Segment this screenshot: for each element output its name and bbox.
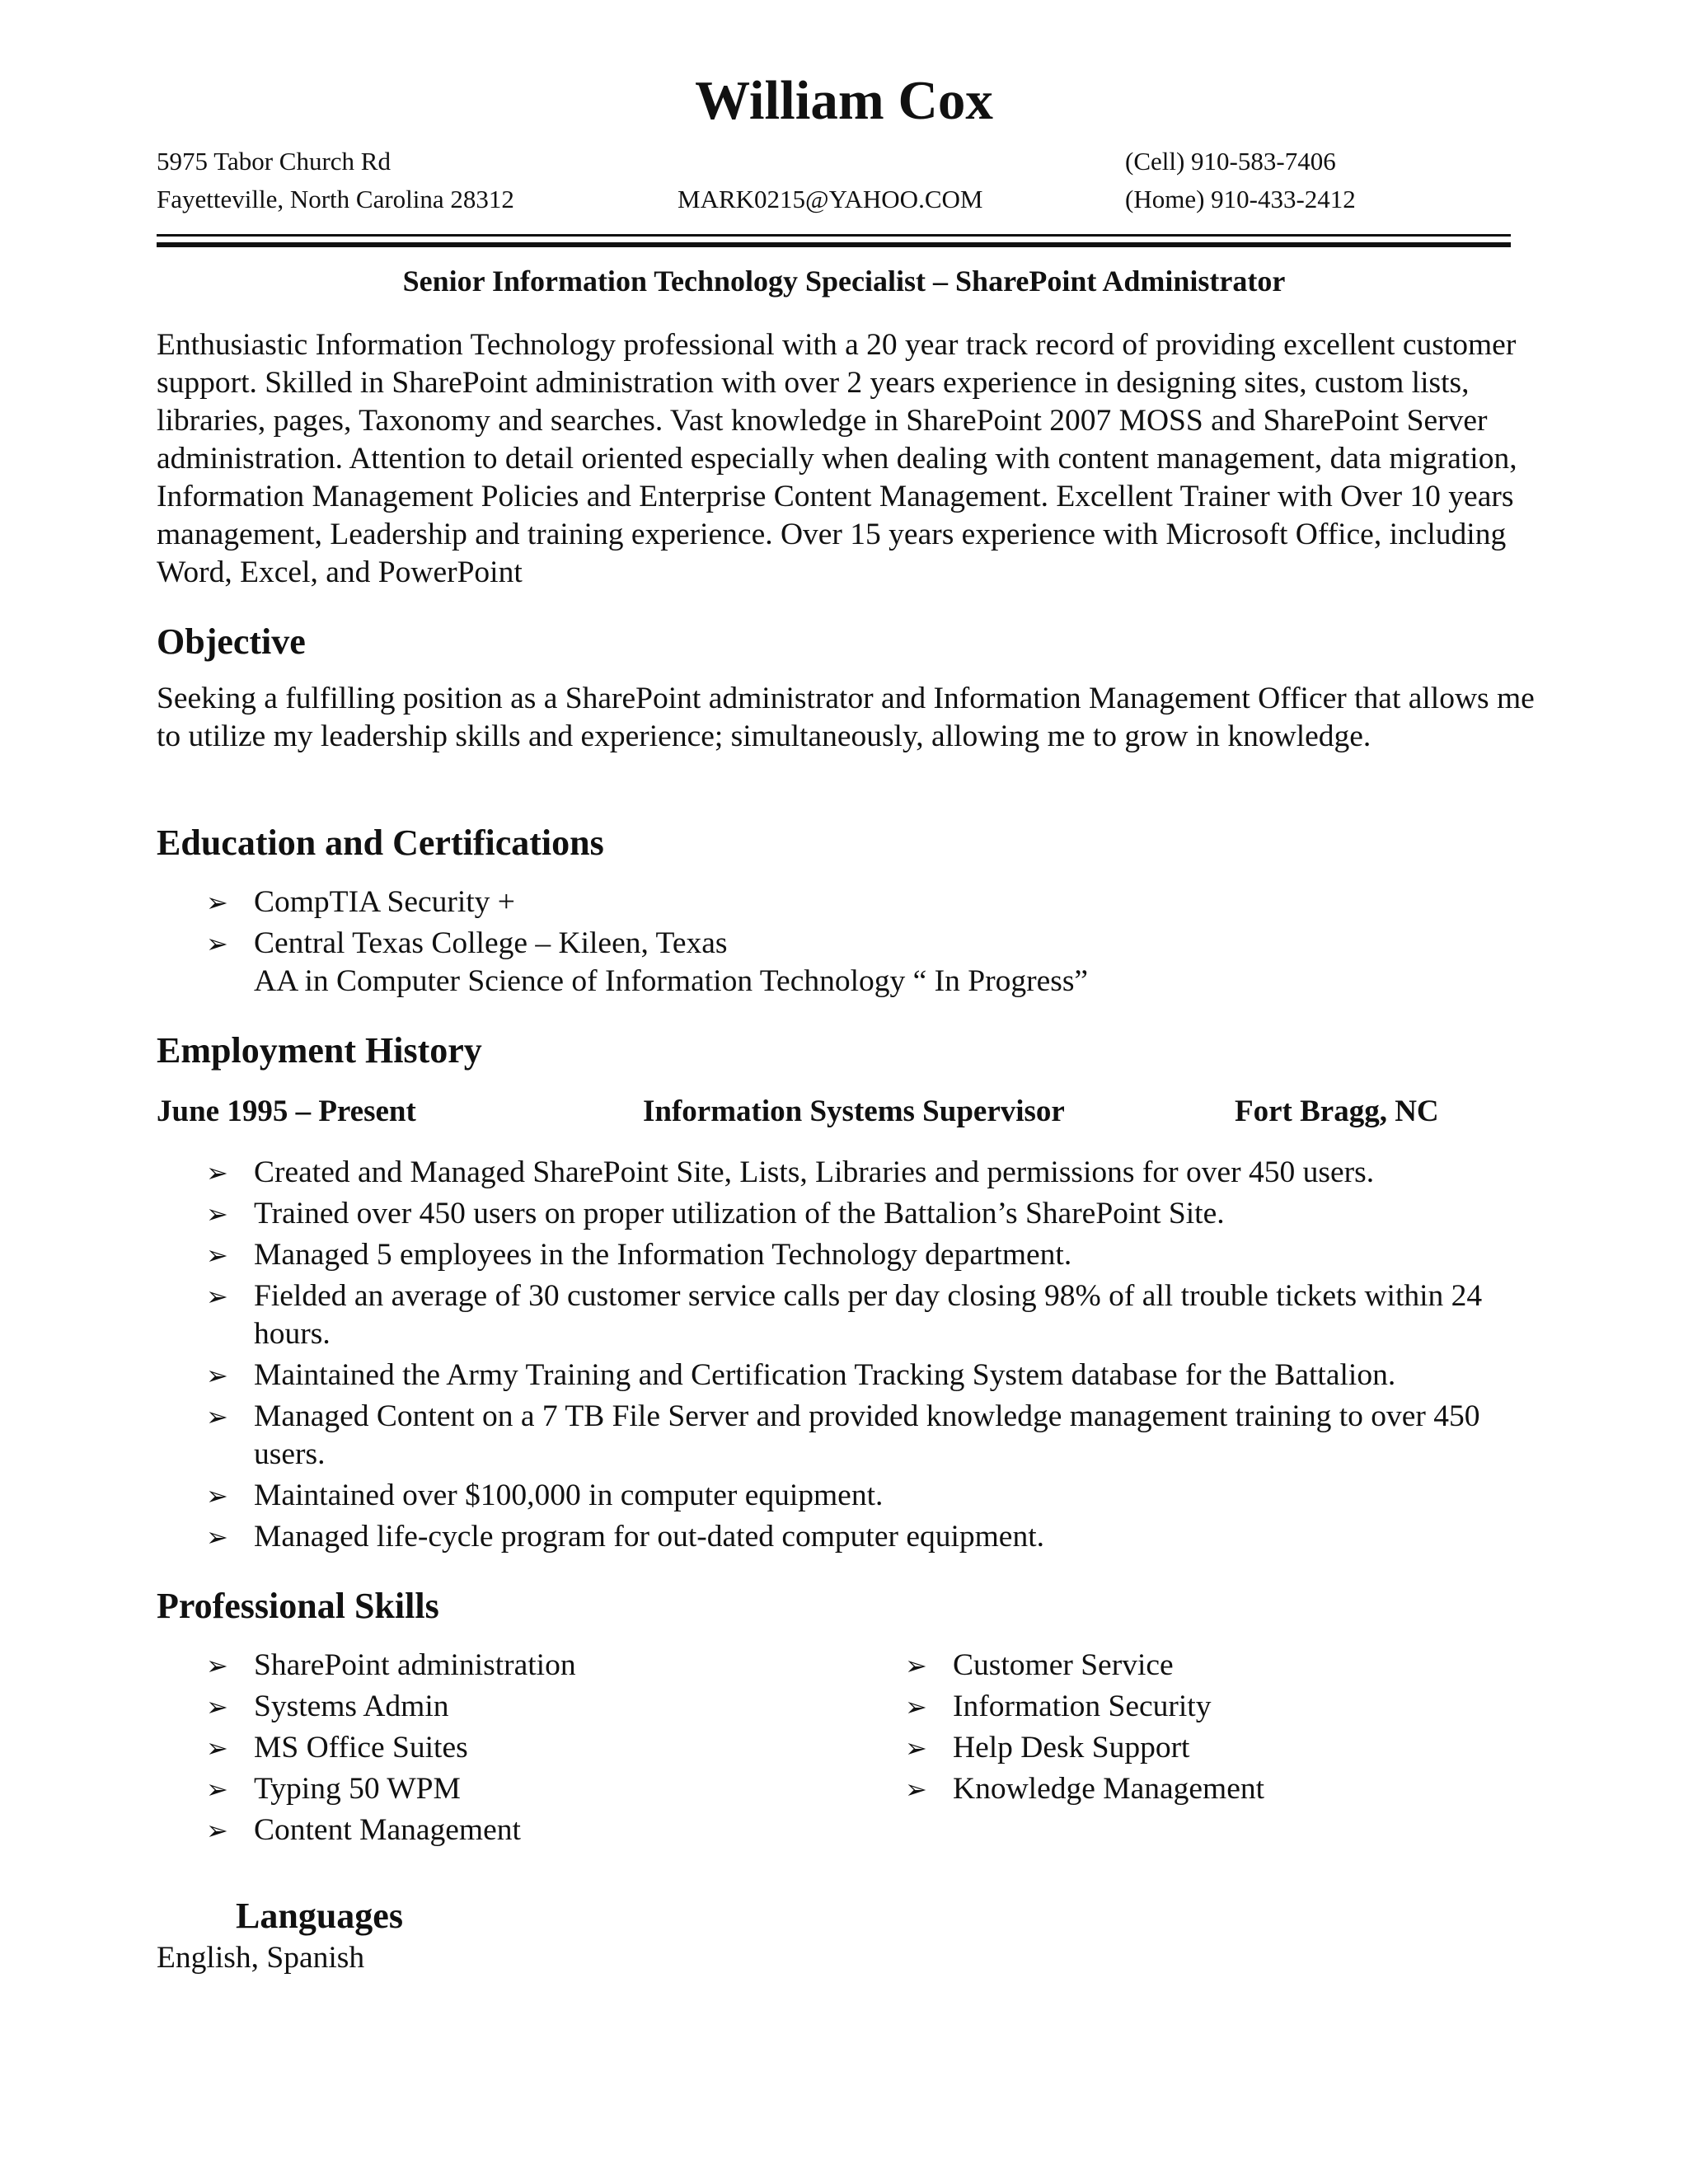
languages-title: Languages <box>236 1896 403 1936</box>
arrow-bullet-icon: ➢ <box>206 1360 228 1391</box>
list-item <box>206 1727 880 1769</box>
arrow-bullet-icon: ➢ <box>905 1650 927 1681</box>
list-item <box>206 882 1490 923</box>
arrow-bullet-icon: ➢ <box>206 1157 228 1188</box>
employment-bullet-7: Maintained over $100,000 in computer equipment. <box>254 1479 884 1512</box>
arrow-bullet-icon: ➢ <box>905 1774 927 1805</box>
arrow-bullet-icon: ➢ <box>206 1650 228 1681</box>
skill-right-1: Customer Service <box>953 1648 1174 1682</box>
address-line-1: 5975 Tabor Church Rd <box>157 147 391 176</box>
objective-text: Seeking a fulfilling position as a SharePoint administrator and Information Management Officer that allows me to utilize my leadership skills and experience; simultaneously, allowing me to grow in knowledge. <box>157 682 1535 753</box>
education-title: Education and Certifications <box>157 823 604 863</box>
list-item <box>206 923 1490 1002</box>
job-dates: June 1995 – Present <box>157 1094 416 1128</box>
arrow-bullet-icon: ➢ <box>206 928 228 959</box>
education-list <box>206 882 1490 1002</box>
arrow-bullet-icon: ➢ <box>905 1691 927 1722</box>
employment-bullet-6: Managed Content on a 7 TB File Server and provided knowledge management training to over 450 users. <box>254 1399 1480 1471</box>
list-item <box>206 1195 1527 1233</box>
list-item <box>905 1645 1530 1686</box>
skills-title: Professional Skills <box>157 1586 439 1626</box>
skill-left-3: MS Office Suites <box>254 1731 468 1765</box>
list-item <box>206 1154 1527 1192</box>
arrow-bullet-icon: ➢ <box>206 1281 228 1312</box>
objective-title: Objective <box>157 621 306 662</box>
home-phone: (Home) 910-433-2412 <box>1125 185 1356 213</box>
list-item <box>206 1477 1527 1515</box>
skill-right-2: Information Security <box>953 1690 1212 1723</box>
email-address: MARK0215@YAHOO.COM <box>678 185 983 213</box>
skill-left-1: SharePoint administration <box>254 1648 576 1682</box>
job-location: Fort Bragg, NC <box>1235 1094 1439 1128</box>
list-item <box>206 1277 1527 1353</box>
arrow-bullet-icon: ➢ <box>206 1401 228 1432</box>
skill-right-4: Knowledge Management <box>953 1772 1265 1806</box>
resume-name: William Cox <box>695 70 993 131</box>
employment-bullet-4: Fielded an average of 30 customer service calls per day closing 98% of all trouble tickets within 24 hours. <box>254 1279 1483 1351</box>
headline: Senior Information Technology Specialist – SharePoint Administrator <box>402 265 1286 298</box>
list-item <box>206 1518 1527 1556</box>
list-item <box>206 1357 1527 1394</box>
arrow-bullet-icon: ➢ <box>206 1240 228 1271</box>
skills-list-right <box>905 1645 1530 1810</box>
header-rule-thick <box>157 242 1511 247</box>
list-item <box>206 1686 880 1727</box>
header-rule-thin <box>157 234 1511 237</box>
arrow-bullet-icon: ➢ <box>206 1774 228 1805</box>
education-item-2-detail: AA in Computer Science of Information Technology “ In Progress” <box>254 964 1089 998</box>
employment-bullet-2: Trained over 450 users on proper utilization of the Battalion’s SharePoint Site. <box>254 1197 1225 1230</box>
employment-bullet-1: Created and Managed SharePoint Site, Lists, Libraries and permissions for over 450 users. <box>254 1155 1375 1189</box>
skills-list-left <box>206 1645 880 1851</box>
employment-bullets <box>206 1154 1527 1559</box>
arrow-bullet-icon: ➢ <box>206 1815 228 1846</box>
list-item <box>206 1769 880 1810</box>
address-line-2: Fayetteville, North Carolina 28312 <box>157 185 514 213</box>
summary-text: Enthusiastic Information Technology professional with a 20 year track record of providing excellent customer support. Skilled in SharePoint administration with over 2 years experience in designing sites, custom lists, libraries, pages, Taxonomy and searches. Vast knowledge in SharePoint 2007 MOSS and SharePoint Server administration. Attention to detail oriented especially when dealing with content management, data migration, Information Management Policies and Enterprise Content Management. Excellent Trainer with Over 10 years management, Leadership and training experience. Over 15 years experience with Microsoft Office, including Word, Excel, and PowerPoint <box>157 328 1517 589</box>
list-item <box>206 1645 880 1686</box>
arrow-bullet-icon: ➢ <box>206 1521 228 1553</box>
arrow-bullet-icon: ➢ <box>905 1732 927 1764</box>
list-item <box>905 1727 1530 1769</box>
list-item <box>905 1686 1530 1727</box>
employment-title: Employment History <box>157 1030 482 1071</box>
skill-left-2: Systems Admin <box>254 1690 449 1723</box>
job-position: Information Systems Supervisor <box>643 1094 1065 1128</box>
skill-left-4: Typing 50 WPM <box>254 1772 461 1806</box>
arrow-bullet-icon: ➢ <box>206 1198 228 1230</box>
employment-bullet-8: Managed life-cycle program for out-dated computer equipment. <box>254 1520 1044 1554</box>
arrow-bullet-icon: ➢ <box>206 1480 228 1511</box>
list-item <box>206 1236 1527 1274</box>
list-item <box>905 1769 1530 1810</box>
list-item <box>206 1810 880 1851</box>
cell-phone: (Cell) 910-583-7406 <box>1125 147 1336 176</box>
arrow-bullet-icon: ➢ <box>206 887 228 918</box>
arrow-bullet-icon: ➢ <box>206 1691 228 1722</box>
employment-bullet-5: Maintained the Army Training and Certification Tracking System database for the Battalion. <box>254 1358 1396 1392</box>
list-item <box>206 1398 1527 1474</box>
skill-left-5: Content Management <box>254 1813 521 1847</box>
skill-right-3: Help Desk Support <box>953 1731 1190 1765</box>
languages-text: English, Spanish <box>157 1941 365 1975</box>
education-item-1: CompTIA Security + <box>254 885 515 919</box>
education-item-2: Central Texas College – Kileen, Texas <box>254 926 728 960</box>
employment-bullet-3: Managed 5 employees in the Information Technology department. <box>254 1238 1072 1272</box>
arrow-bullet-icon: ➢ <box>206 1732 228 1764</box>
